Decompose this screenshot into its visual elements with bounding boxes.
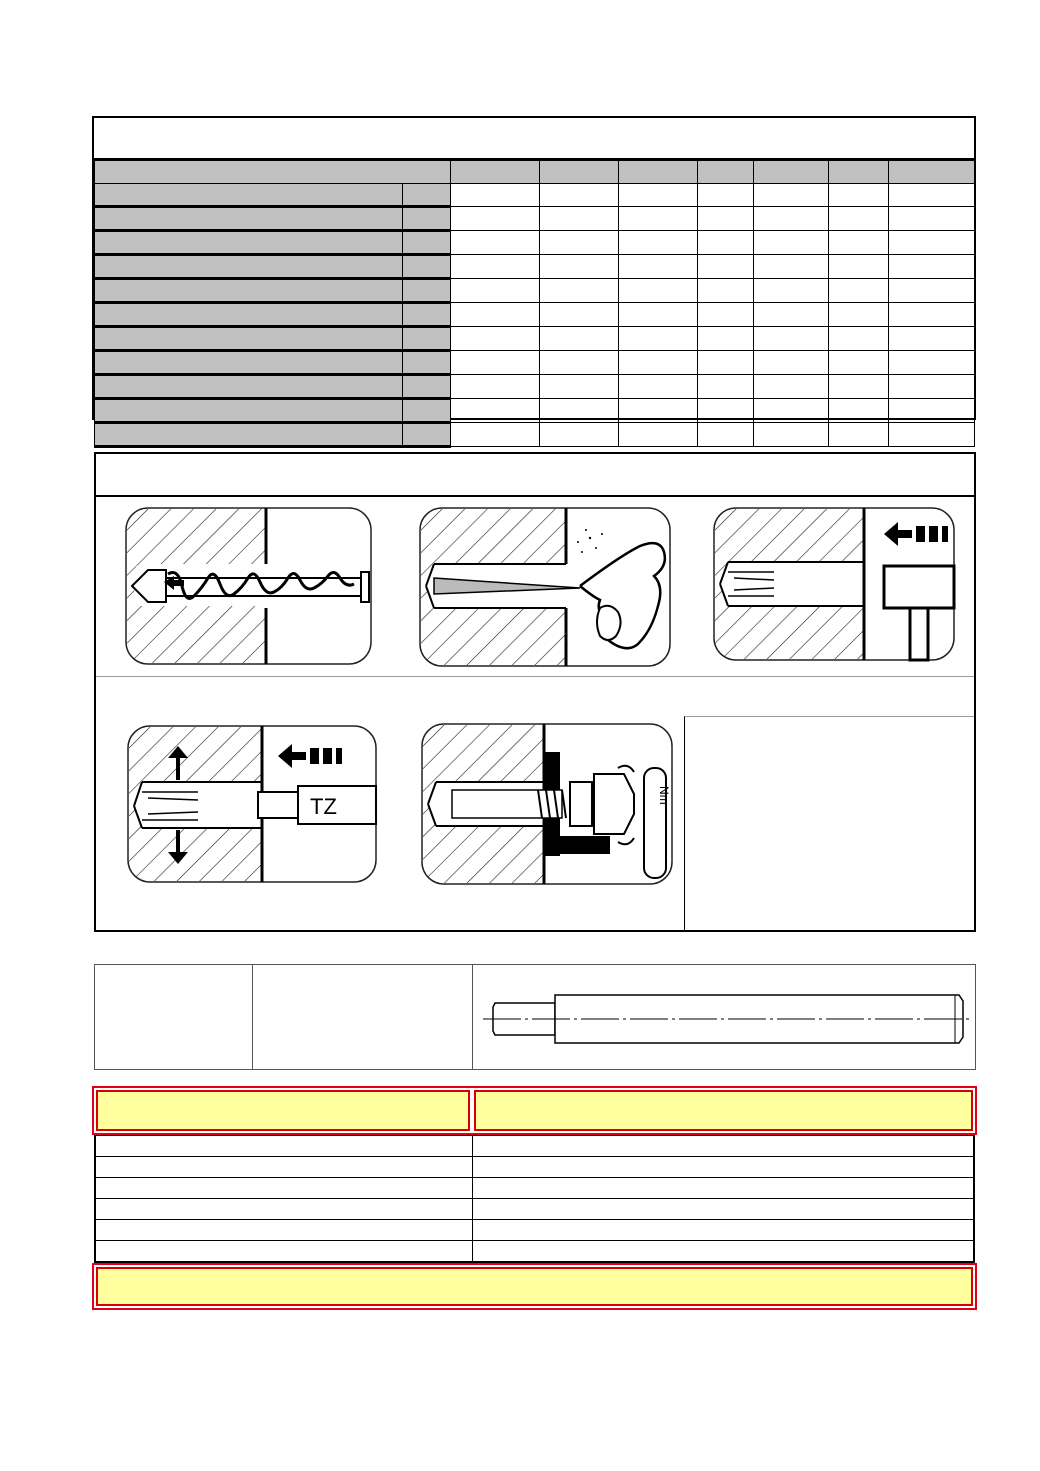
red-table-divider (472, 1157, 473, 1178)
spec-row-label (95, 184, 403, 207)
spec-cell (829, 423, 889, 447)
spec-cell (540, 351, 619, 375)
spec-cell (540, 279, 619, 303)
spec-cell (698, 231, 754, 255)
spec-cell (619, 184, 698, 207)
spec-cell (698, 399, 754, 423)
setting-tool-drawing-cell (473, 965, 975, 1069)
spec-row-label (95, 231, 403, 255)
spec-row-unit (403, 375, 451, 399)
spec-row-label (95, 207, 403, 231)
spec-cell (829, 351, 889, 375)
spec-row-unit (403, 351, 451, 375)
spec-cell (540, 327, 619, 351)
spec-cell (451, 375, 540, 399)
spec-row-label (95, 399, 403, 423)
setting-tool-frame (94, 964, 976, 1070)
spec-row-label (95, 375, 403, 399)
spec-cell (889, 327, 975, 351)
red-table-divider (472, 1178, 473, 1199)
spec-cell (540, 207, 619, 231)
spec-cell (619, 423, 698, 447)
spec-row (95, 231, 975, 255)
spec-row (95, 303, 975, 327)
step-drive-anchor (714, 508, 954, 660)
spec-cell (619, 399, 698, 423)
spec-row (95, 351, 975, 375)
spec-cell (754, 279, 829, 303)
spec-cell (754, 184, 829, 207)
spec-cell (889, 375, 975, 399)
spec-header-cell (829, 161, 889, 184)
spec-cell (540, 231, 619, 255)
spec-cell (619, 327, 698, 351)
step-clean-hole (420, 508, 670, 666)
spec-cell (540, 399, 619, 423)
spec-cell (698, 279, 754, 303)
spec-cell (619, 279, 698, 303)
step-expand-anchor (128, 726, 376, 882)
spec-header-row (95, 161, 975, 184)
spec-cell (698, 207, 754, 231)
spec-cell (754, 207, 829, 231)
spec-cell (451, 207, 540, 231)
step-torque-wrench-label: Nm (657, 786, 671, 805)
spec-cell (829, 184, 889, 207)
spec-cell (451, 327, 540, 351)
spec-row (95, 399, 975, 423)
red-table-header (92, 1086, 977, 1135)
spec-cell (619, 231, 698, 255)
red-table-divider (472, 1136, 473, 1157)
spec-cell (754, 375, 829, 399)
spec-header-cell (451, 161, 540, 184)
spec-cell (451, 399, 540, 423)
red-table-header-right (474, 1090, 973, 1131)
spec-cell (754, 231, 829, 255)
spec-cell (451, 255, 540, 279)
spec-cell (889, 279, 975, 303)
spec-row (95, 375, 975, 399)
red-table-divider (472, 1199, 473, 1220)
spec-cell (829, 231, 889, 255)
spec-cell (451, 184, 540, 207)
spec-cell (829, 399, 889, 423)
spec-cell (889, 255, 975, 279)
spec-cell (698, 303, 754, 327)
spec-cell (698, 375, 754, 399)
spec-cell (698, 351, 754, 375)
spec-header-cell (698, 161, 754, 184)
spec-row-unit (403, 184, 451, 207)
spec-header-cell (754, 161, 829, 184)
spec-row-unit (403, 207, 451, 231)
spec-row-label (95, 423, 403, 447)
red-table-body (94, 1135, 975, 1263)
spec-cell (889, 399, 975, 423)
spec-cell (619, 375, 698, 399)
spec-cell (829, 327, 889, 351)
spec-cell (451, 351, 540, 375)
spec-cell (754, 255, 829, 279)
spec-cell (889, 207, 975, 231)
spec-row-unit (403, 303, 451, 327)
installation-frame (94, 452, 976, 932)
red-table-header-left (96, 1090, 470, 1131)
spec-row (95, 207, 975, 231)
spec-cell (754, 351, 829, 375)
spec-cell (619, 351, 698, 375)
spec-cell (829, 375, 889, 399)
red-table-footer (92, 1263, 977, 1310)
spec-cell (540, 303, 619, 327)
spec-cell (540, 255, 619, 279)
spec-row-label (95, 279, 403, 303)
spec-cell (451, 423, 540, 447)
spec-row (95, 423, 975, 447)
spec-header-cell (619, 161, 698, 184)
spec-cell (698, 327, 754, 351)
spec-row-label (95, 303, 403, 327)
installation-illustrations (96, 454, 974, 930)
red-table-footer-text (96, 1267, 973, 1306)
red-table-row (96, 1241, 973, 1262)
spec-table-title (94, 118, 974, 160)
spec-row-unit (403, 231, 451, 255)
red-table-divider (472, 1220, 473, 1241)
spec-table-frame (92, 116, 976, 420)
spec-cell (619, 303, 698, 327)
spec-cell (451, 279, 540, 303)
spec-row (95, 327, 975, 351)
spec-cell (889, 423, 975, 447)
spec-cell (829, 255, 889, 279)
spec-cell (829, 207, 889, 231)
spec-cell (754, 303, 829, 327)
spec-cell (451, 231, 540, 255)
spec-row-unit (403, 327, 451, 351)
step-drill-hole (126, 508, 371, 664)
spec-row-label (95, 351, 403, 375)
red-table-divider (472, 1241, 473, 1262)
spec-header-label (95, 161, 451, 184)
spec-cell (889, 184, 975, 207)
spec-row (95, 184, 975, 207)
spec-row-unit (403, 399, 451, 423)
spec-cell (889, 351, 975, 375)
spec-cell (698, 184, 754, 207)
spec-cell (451, 303, 540, 327)
spec-cell (619, 255, 698, 279)
step-expand-tool-label: TZ (310, 794, 337, 819)
setting-tool-drawing (473, 965, 975, 1069)
spec-cell (540, 375, 619, 399)
spec-table (94, 160, 975, 448)
spec-header-cell (540, 161, 619, 184)
spec-cell (754, 423, 829, 447)
setting-tool-description (253, 965, 473, 1069)
red-table-row (96, 1157, 973, 1178)
setting-tool-label (95, 965, 253, 1069)
spec-row-label (95, 255, 403, 279)
spec-cell (829, 303, 889, 327)
spec-cell (540, 423, 619, 447)
spec-cell (889, 231, 975, 255)
red-table-row (96, 1199, 973, 1220)
step-torque-tighten (422, 724, 672, 884)
spec-row-label (95, 327, 403, 351)
spec-cell (540, 184, 619, 207)
spec-row (95, 255, 975, 279)
spec-cell (889, 303, 975, 327)
spec-cell (754, 399, 829, 423)
spec-cell (698, 423, 754, 447)
red-table-row (96, 1220, 973, 1241)
spec-cell (829, 279, 889, 303)
spec-cell (698, 255, 754, 279)
spec-row (95, 279, 975, 303)
spec-cell (754, 327, 829, 351)
spec-header-cell (889, 161, 975, 184)
red-table-row (96, 1136, 973, 1157)
spec-row-unit (403, 279, 451, 303)
spec-cell (619, 207, 698, 231)
spec-row-unit (403, 423, 451, 447)
spec-row-unit (403, 255, 451, 279)
red-table-row (96, 1178, 973, 1199)
